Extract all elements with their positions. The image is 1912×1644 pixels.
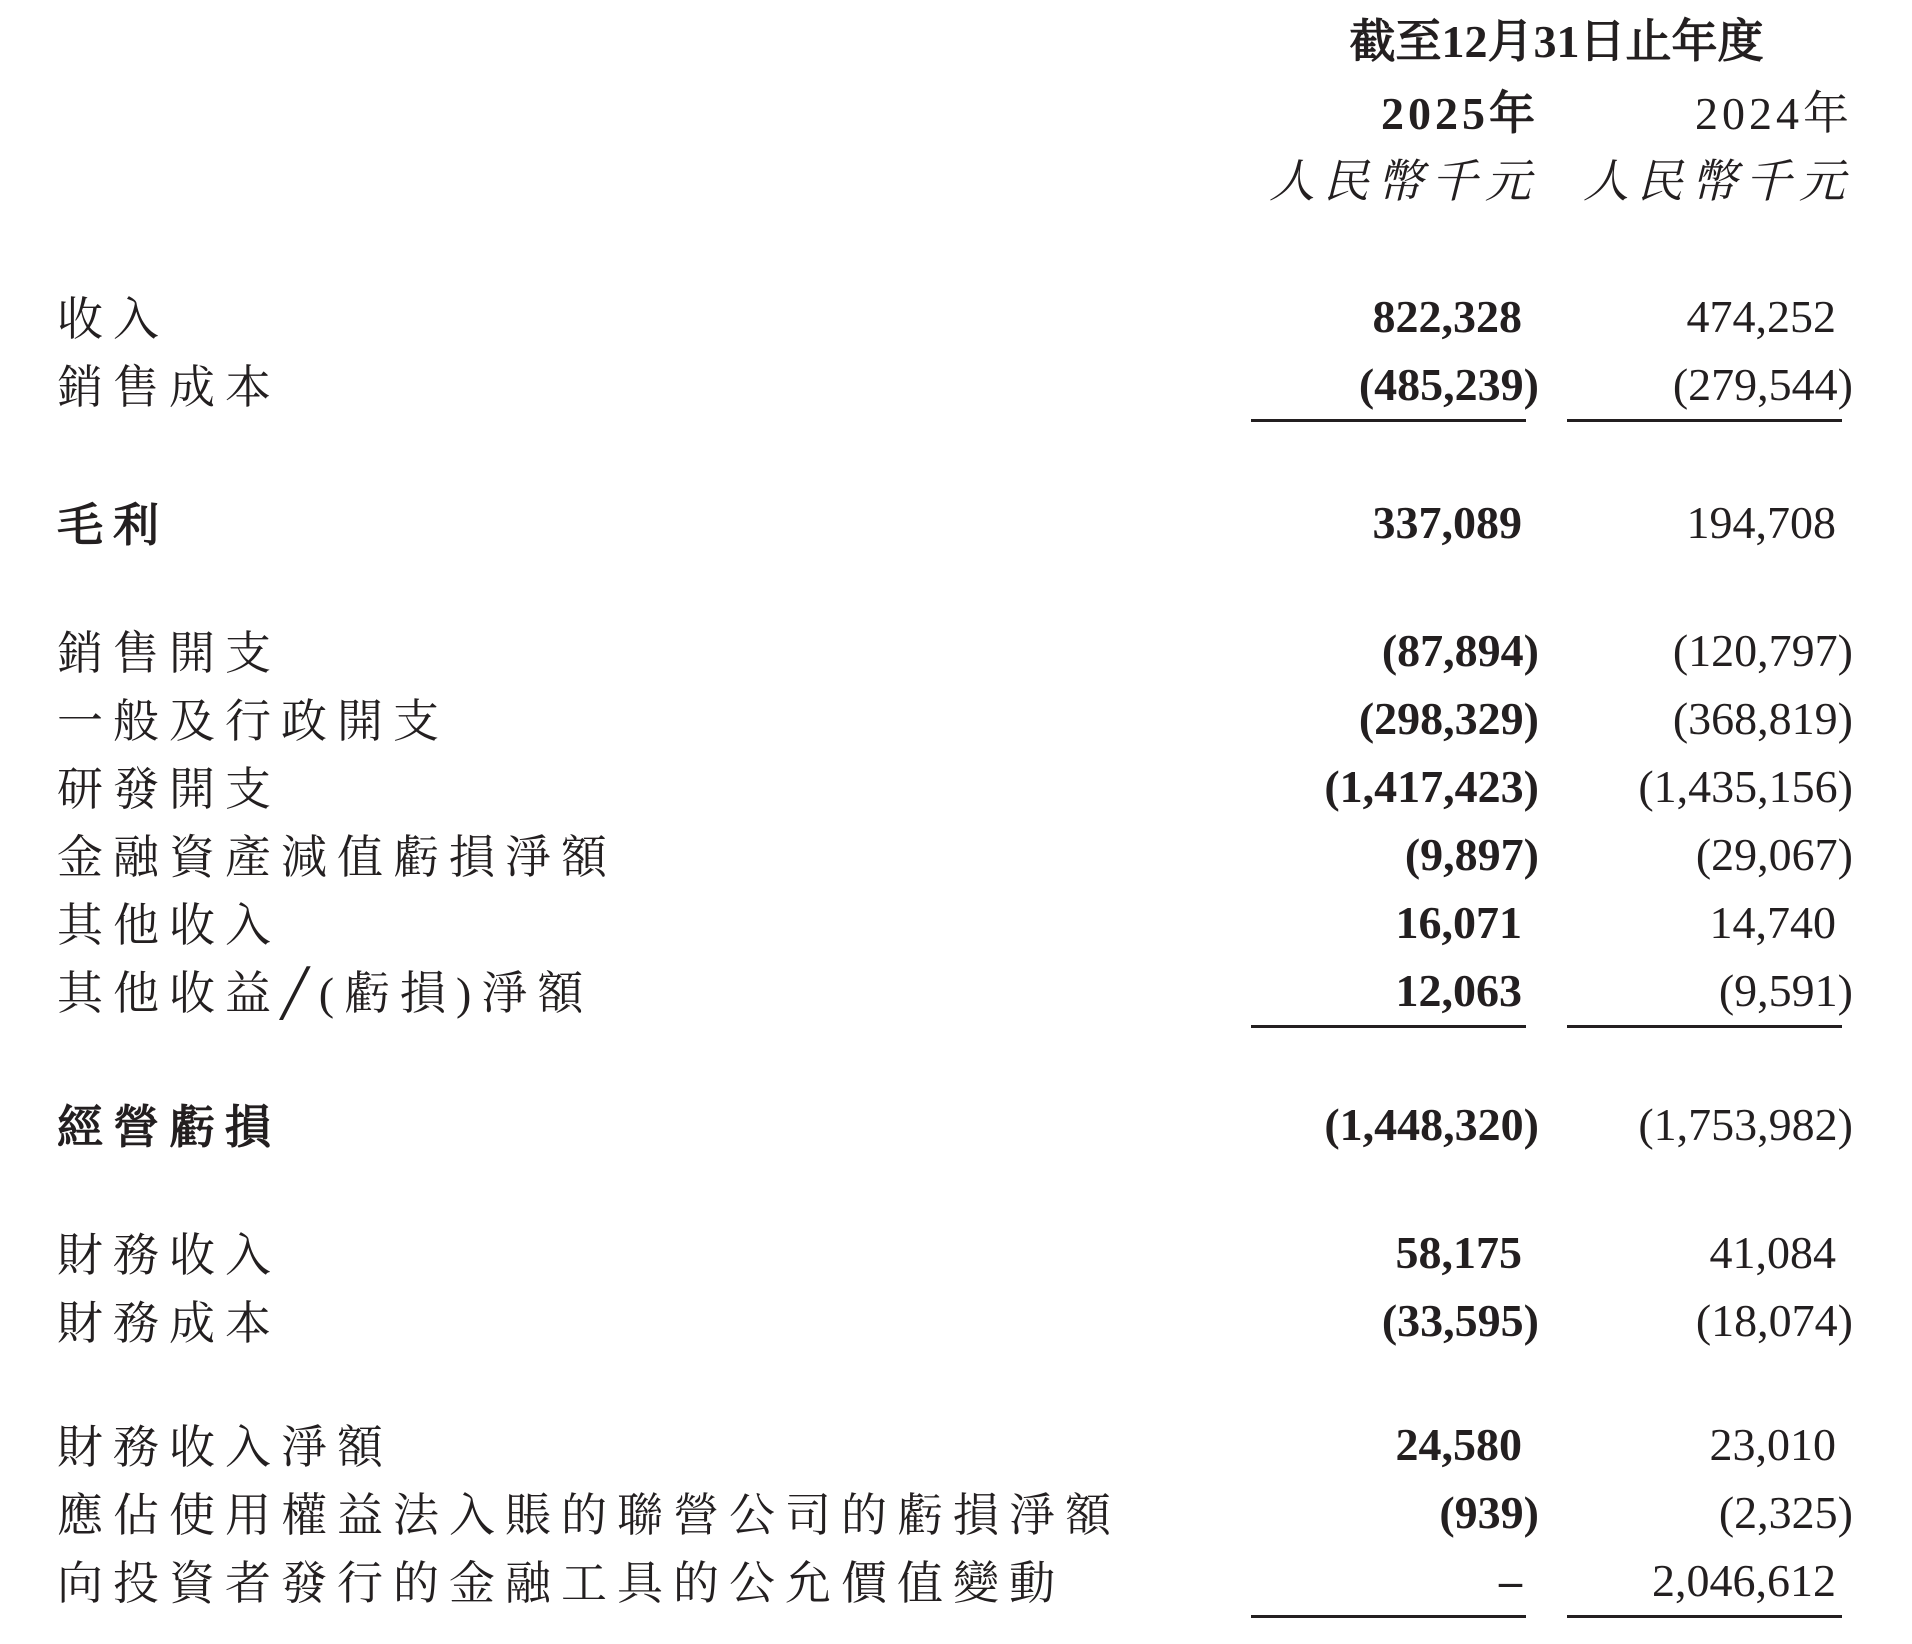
value-2025: (1,417,423)	[1324, 760, 1539, 812]
spacer	[0, 418, 1190, 438]
value-2024: 14,740	[1709, 896, 1836, 948]
value-2025: 58,175	[1395, 1226, 1522, 1278]
row-label: 收入	[57, 294, 169, 345]
header-spacer	[0, 144, 1190, 212]
value-2025: 12,063	[1395, 964, 1522, 1016]
value-2025: 16,071	[1395, 896, 1522, 948]
spacer	[0, 1614, 1190, 1644]
value-2025: 822,328	[1372, 290, 1522, 342]
value-2024: 194,708	[1686, 496, 1836, 548]
row-rd-expenses	[0, 752, 1912, 820]
row-finance-costs	[0, 1286, 1912, 1354]
subtotal-rule-row	[0, 1614, 1912, 1644]
unit-2025-header: 人民幣千元	[1269, 156, 1539, 207]
value-2024: (2,325)	[1718, 1486, 1853, 1538]
underline-2025	[1190, 418, 1540, 438]
year-2024-header: 2024年	[1695, 88, 1853, 139]
row-label: 一般及行政開支	[57, 696, 449, 747]
subtotal-rule-row	[0, 1024, 1912, 1044]
value-2024: (9,591)	[1718, 964, 1853, 1016]
value-2025: 337,089	[1372, 496, 1522, 548]
underline-2025	[1190, 1614, 1540, 1644]
header-spacer	[0, 76, 1190, 144]
row-label: 毛利	[57, 500, 169, 551]
row-net-finance-income	[0, 1410, 1912, 1478]
row-label: 銷售成本	[57, 362, 281, 413]
row-label: 向投資者發行的金融工具的公允價值變動	[57, 1558, 1065, 1609]
spacer	[0, 438, 1912, 488]
row-label: 財務成本	[57, 1298, 281, 1349]
header-spacer	[0, 0, 1190, 76]
value-2024: 474,252	[1686, 290, 1836, 342]
row-revenue	[0, 282, 1912, 350]
row-label: 財務收入淨額	[57, 1422, 393, 1473]
underline-2024	[1540, 1024, 1912, 1044]
value-2024: (18,074)	[1695, 1294, 1853, 1346]
value-2025: (1,448,320)	[1324, 1098, 1539, 1150]
value-2025: (485,239)	[1358, 358, 1539, 410]
underline-2025	[1190, 1024, 1540, 1044]
value-2025: –	[1499, 1554, 1522, 1606]
value-2025: (33,595)	[1381, 1294, 1539, 1346]
row-label: 其他收益╱(虧損)淨額	[57, 968, 594, 1019]
value-2024: 23,010	[1709, 1418, 1836, 1470]
row-impairment-losses-financial-assets	[0, 820, 1912, 888]
value-2024: (368,819)	[1672, 692, 1853, 744]
period-header-row	[0, 0, 1912, 76]
underline-2024	[1540, 1614, 1912, 1644]
value-2025: (298,329)	[1358, 692, 1539, 744]
row-label: 金融資產減值虧損淨額	[57, 832, 617, 883]
row-general-admin-expenses	[0, 684, 1912, 752]
value-2024: (120,797)	[1672, 624, 1853, 676]
row-finance-income	[0, 1218, 1912, 1286]
spacer	[0, 212, 1912, 282]
period-header: 截至12月31日止年度	[1349, 16, 1764, 67]
row-label: 銷售開支	[57, 628, 281, 679]
row-label: 其他收入	[57, 900, 281, 951]
row-gross-profit	[0, 488, 1912, 556]
spacer	[0, 556, 1912, 616]
year-header-row	[0, 76, 1912, 144]
row-other-gains-losses-net	[0, 956, 1912, 1024]
row-label: 應佔使用權益法入賬的聯營公司的虧損淨額	[57, 1490, 1121, 1541]
spacer	[0, 1044, 1912, 1090]
row-fair-value-change-instruments-to-investors	[0, 1546, 1912, 1614]
value-2024: (1,753,982)	[1638, 1098, 1853, 1150]
year-2025-header: 2025年	[1381, 88, 1539, 139]
value-2025: (939)	[1439, 1486, 1539, 1538]
unit-2024-header: 人民幣千元	[1583, 156, 1853, 207]
value-2024: 2,046,612	[1652, 1554, 1836, 1606]
value-2024: (29,067)	[1695, 828, 1853, 880]
value-2025: (87,894)	[1381, 624, 1539, 676]
spacer	[0, 1354, 1912, 1410]
row-operating-loss	[0, 1090, 1912, 1158]
row-selling-expenses	[0, 616, 1912, 684]
subtotal-rule-row	[0, 418, 1912, 438]
value-2025: (9,897)	[1404, 828, 1539, 880]
row-label: 經營虧損	[57, 1102, 281, 1153]
spacer	[0, 1158, 1912, 1218]
value-2024: (1,435,156)	[1638, 760, 1853, 812]
unit-header-row	[0, 144, 1912, 212]
underline-2024	[1540, 418, 1912, 438]
spacer	[0, 1024, 1190, 1044]
row-label: 財務收入	[57, 1230, 281, 1281]
value-2024: (279,544)	[1672, 358, 1853, 410]
row-cost-of-sales	[0, 350, 1912, 418]
row-other-income	[0, 888, 1912, 956]
row-share-of-associates-losses	[0, 1478, 1912, 1546]
value-2025: 24,580	[1395, 1418, 1522, 1470]
row-label: 研發開支	[57, 764, 281, 815]
value-2024: 41,084	[1709, 1226, 1836, 1278]
